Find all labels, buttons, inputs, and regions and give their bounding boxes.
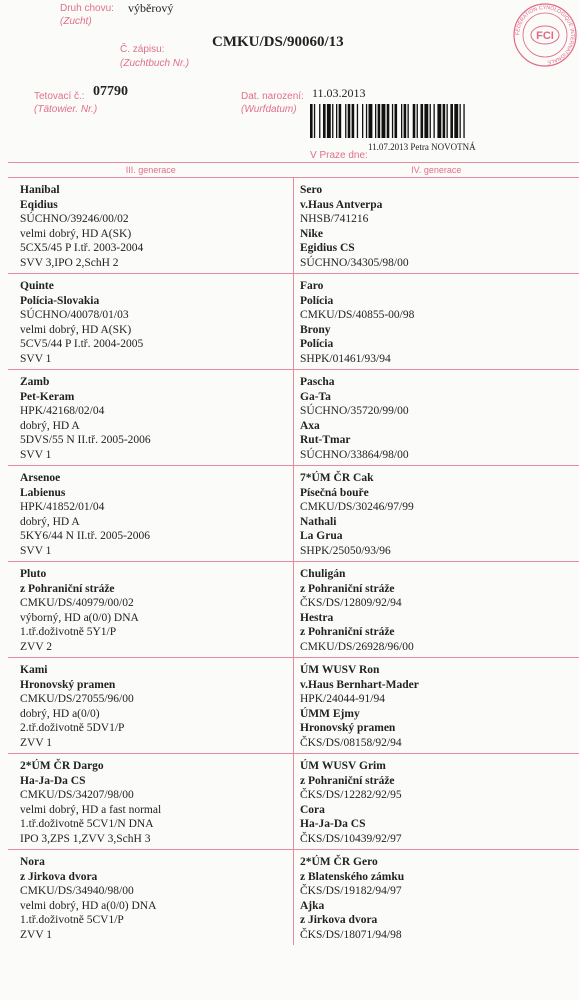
ancestor-rating: dobrý, HD a(0/0) (20, 707, 100, 720)
studbook-label: Č. zápisu: (120, 44, 165, 55)
gen4-cell (294, 658, 579, 754)
dam-registration: ČKS/DS/10439/92/97 (300, 832, 402, 845)
ancestor-name: Arsenoe (20, 472, 61, 484)
pedigree-row (8, 562, 579, 658)
ancestor-breeding-class: 5KY6/44 N II.tř. 2005-2006 (20, 530, 150, 542)
fci-stamp-icon (512, 2, 578, 68)
issue-date-signature: 11.07.2013 Petra NOVOTNÁ (368, 142, 476, 152)
dam-registration: SÚCHNO/33864/98/00 (300, 448, 409, 461)
barcode-bar (421, 104, 424, 138)
sire-kennel: z Blatenského zámku (300, 870, 405, 883)
ancestor-breeding-class: 1.tř.doživotně 5Y1/P (20, 626, 117, 638)
ancestor-exams: SVV 1 (20, 544, 52, 557)
sire-name: 7*ÚM ČR Cak (300, 472, 374, 484)
barcode-bar (408, 104, 409, 138)
dam-registration: CMKU/DS/26928/96/00 (300, 640, 414, 653)
barcode-bar (319, 104, 320, 138)
dam-name: Nathali (300, 515, 337, 528)
barcode-bar (417, 104, 418, 138)
dam-kennel: z Jirkova dvora (300, 914, 378, 926)
sire-name: ÚM WUSV Grim (300, 760, 386, 772)
gen4-cell (294, 178, 579, 274)
gen4-cell (294, 850, 579, 946)
barcode-bar (460, 104, 461, 138)
barcode-bar (447, 104, 448, 138)
sire-name: 2*ÚM ČR Gero (300, 856, 378, 868)
ancestor-name: Quinte (20, 280, 54, 292)
breeding-type-label-de: (Zucht) (60, 16, 92, 27)
ancestor-kennel: Hronovský pramen (20, 678, 116, 691)
barcode-bar (310, 104, 313, 138)
sire-registration: SÚCHNO/35720/99/00 (300, 405, 409, 417)
pedigree-row (8, 658, 579, 754)
sire-registration: CMKU/DS/30246/97/99 (300, 501, 414, 513)
dam-kennel: Ha-Ja-Da CS (300, 818, 366, 830)
barcode-bar (454, 104, 458, 138)
barcode-bar (401, 104, 402, 138)
barcode-bar (434, 104, 435, 138)
tattoo-label: Tetovací č.: (34, 91, 85, 102)
ancestor-registration: CMKU/DS/27055/96/00 (20, 693, 134, 705)
barcode-bar (424, 104, 428, 138)
pedigree-row (8, 754, 579, 850)
barcode-bar (382, 104, 386, 138)
ancestor-breeding-class: 2.tř.doživotně 5DV1/P (20, 722, 125, 734)
sire-name: Chuligán (300, 568, 346, 580)
birth-date-label-de: (Wurfdatum) (241, 104, 297, 115)
barcode-bar (348, 104, 351, 138)
sire-name: Sero (300, 184, 323, 196)
sire-kennel: z Pohraniční stráže (300, 774, 395, 787)
dam-name: ÚMM Ejmy (300, 707, 360, 720)
dam-kennel: z Pohraniční stráže (300, 626, 395, 638)
barcode-bar (352, 104, 355, 138)
ancestor-kennel: Pet-Keram (20, 390, 75, 403)
gen3-cell (8, 850, 294, 946)
barcode-bar (339, 104, 342, 138)
barcode-bar (314, 104, 315, 138)
ancestor-kennel: z Jirkova dvora (20, 870, 98, 883)
ancestor-exams: ZVV 2 (20, 640, 53, 653)
dam-kennel: Rut-Tmar (300, 434, 351, 446)
sire-name: Pascha (300, 376, 335, 388)
birth-date-value: 11.03.2013 (312, 86, 366, 100)
ancestor-breeding-class: 1.tř.doživotně 5CV1/N DNA (20, 818, 154, 830)
birth-date-label: Dat. narození: (241, 91, 304, 102)
ancestor-registration: SÚCHNO/39246/00/02 (20, 213, 129, 225)
dam-kennel: La Grua (300, 530, 343, 542)
ancestor-kennel: Polícia-Slovakia (20, 294, 100, 307)
sire-kennel: z Pohraniční stráže (300, 582, 395, 595)
ancestor-registration: HPK/41852/01/04 (20, 501, 105, 513)
registration-number: CMKU/DS/90060/13 (212, 34, 344, 50)
barcode-bar (387, 104, 390, 138)
issue-place-label: V Praze dne: (310, 150, 368, 161)
barcode-bar (327, 104, 331, 138)
dam-registration: SÚCHNO/34305/98/00 (300, 256, 409, 269)
sire-registration: HPK/24044-91/94 (300, 693, 385, 705)
pedigree-table (8, 162, 579, 945)
stamp-text: FCI (536, 30, 554, 42)
barcode-bar (404, 104, 407, 138)
dam-registration: SHPK/01461/93/94 (300, 352, 391, 365)
barcode-bar (357, 104, 358, 138)
dam-name: Hestra (300, 611, 334, 624)
dam-registration: SHPK/25050/93/96 (300, 544, 391, 557)
dam-kennel: Polícia (300, 338, 334, 350)
column-header-gen3: III. generace (8, 163, 294, 178)
barcode-bar (366, 104, 367, 138)
dam-name: Axa (300, 419, 320, 432)
ancestor-registration: HPK/42168/02/04 (20, 405, 105, 417)
ancestor-exams: ZVV 1 (20, 928, 53, 941)
barcode-bar (413, 104, 416, 138)
ancestor-rating: dobrý, HD A (20, 515, 80, 528)
gen3-cell (8, 274, 294, 370)
barcode-bar (362, 104, 363, 138)
gen4-cell (294, 370, 579, 466)
stamp-ring-text: FÉDÉRATION CYNOLOGIQUE INTERNATIONALE (514, 4, 576, 65)
sire-registration: ČKS/DS/12282/92/95 (300, 789, 402, 801)
ancestor-name: Hanibal (20, 184, 60, 196)
ancestor-registration: CMKU/DS/34940/98/00 (20, 885, 134, 897)
sire-kennel: v.Haus Antverpa (300, 198, 383, 211)
ancestor-rating: velmi dobrý, HD A(SK) (20, 227, 132, 240)
ancestor-registration: CMKU/DS/34207/98/00 (20, 789, 134, 801)
ancestor-breeding-class: 5CV5/44 P I.tř. 2004-2005 (20, 338, 144, 350)
sire-kennel: Ga-Ta (300, 390, 331, 403)
ancestor-breeding-class: 5DVS/55 N II.tř. 2005-2006 (20, 434, 151, 446)
dam-registration: ČKS/DS/08158/92/94 (300, 736, 402, 749)
ancestor-rating: dobrý, HD A (20, 419, 80, 432)
sire-registration: ČKS/DS/19182/94/97 (300, 885, 402, 897)
studbook-label-de: (Zuchtbuch Nr.) (120, 58, 190, 69)
gen3-cell (8, 754, 294, 850)
ancestor-breeding-class: 5CX5/45 P I.tř. 2003-2004 (20, 242, 144, 254)
ancestor-name: Kami (20, 664, 48, 676)
breeding-type-value: výběrový (128, 1, 174, 15)
sire-kennel: Polícia (300, 294, 334, 307)
ancestor-rating: velmi dobrý, HD a fast normal (20, 803, 162, 816)
breeding-type-label: Druh chovu: (60, 3, 114, 14)
gen3-cell (8, 466, 294, 562)
ancestor-exams: IPO 3,ZPS 1,ZVV 3,SchH 3 (20, 832, 151, 845)
tattoo-number: 07790 (93, 84, 128, 99)
dam-name: Brony (300, 323, 331, 336)
sire-name: Faro (300, 280, 324, 292)
sire-name: ÚM WUSV Ron (300, 664, 380, 676)
barcode-bar (323, 104, 326, 138)
ancestor-name: Zamb (20, 376, 50, 388)
barcode-bar (369, 104, 373, 138)
gen4-cell (294, 754, 579, 850)
barcode-bar (430, 104, 431, 138)
pedigree-row (8, 178, 579, 274)
ancestor-exams: SVV 1 (20, 448, 52, 461)
barcode-bar (332, 104, 333, 138)
dam-registration: ČKS/DS/18071/94/98 (300, 928, 402, 941)
pedigree-row (8, 466, 579, 562)
ancestor-kennel: Ha-Ja-Da CS (20, 774, 86, 787)
gen3-cell (8, 562, 294, 658)
barcode-bar (378, 104, 381, 138)
ancestor-kennel: z Pohraniční stráže (20, 582, 115, 595)
column-header-gen4: IV. generace (294, 163, 579, 178)
ancestor-exams: ZVV 1 (20, 736, 53, 749)
ancestor-rating: velmi dobrý, HD a(0/0) DNA (20, 899, 157, 912)
dam-name: Ajka (300, 899, 325, 912)
ancestor-exams: SVV 1 (20, 352, 52, 365)
ancestor-kennel: Eqidius (20, 198, 58, 211)
sire-kennel: Písečná bouře (300, 486, 369, 499)
gen4-cell (294, 274, 579, 370)
barcode-bar (345, 104, 346, 138)
dam-kennel: Egidius CS (300, 242, 355, 254)
sire-kennel: v.Haus Bernhart-Mader (300, 678, 419, 691)
barcode-bar (392, 104, 393, 138)
sire-registration: NHSB/741216 (300, 213, 369, 225)
barcode-bar (336, 104, 337, 138)
gen3-cell (8, 370, 294, 466)
ancestor-name: Nora (20, 856, 45, 868)
tattoo-label-de: (Tätowier. Nr.) (34, 104, 98, 115)
ancestor-breeding-class: 1.tř.doživotně 5CV1/P (20, 914, 124, 926)
gen4-cell (294, 562, 579, 658)
barcode-bar (375, 104, 376, 138)
ancestor-exams: SVV 3,IPO 2,SchH 2 (20, 256, 119, 269)
dam-name: Nike (300, 227, 323, 240)
sire-registration: ČKS/DS/12809/92/94 (300, 597, 402, 609)
ancestor-name: 2*ÚM ČR Dargo (20, 760, 104, 772)
gen3-cell (8, 178, 294, 274)
pedigree-row (8, 850, 579, 946)
dam-name: Cora (300, 803, 325, 816)
barcode-bar (437, 104, 441, 138)
barcode-bar (463, 104, 464, 138)
dam-kennel: Hronovský pramen (300, 722, 396, 734)
ancestor-registration: SÚCHNO/40078/01/03 (20, 309, 129, 321)
ancestor-rating: výborný, HD a(0/0) DNA (20, 611, 139, 624)
pedigree-row (8, 274, 579, 370)
gen3-cell (8, 658, 294, 754)
ancestor-rating: velmi dobrý, HD A(SK) (20, 323, 132, 336)
ancestor-name: Pluto (20, 568, 47, 580)
barcode-bar (450, 104, 453, 138)
barcode-image (310, 104, 506, 138)
ancestor-kennel: Labienus (20, 486, 66, 499)
gen4-cell (294, 466, 579, 562)
ancestor-registration: CMKU/DS/40979/00/02 (20, 597, 134, 609)
sire-registration: CMKU/DS/40855-00/98 (300, 309, 415, 321)
barcode-bar (443, 104, 446, 138)
barcode-bar (395, 104, 398, 138)
pedigree-row (8, 370, 579, 466)
